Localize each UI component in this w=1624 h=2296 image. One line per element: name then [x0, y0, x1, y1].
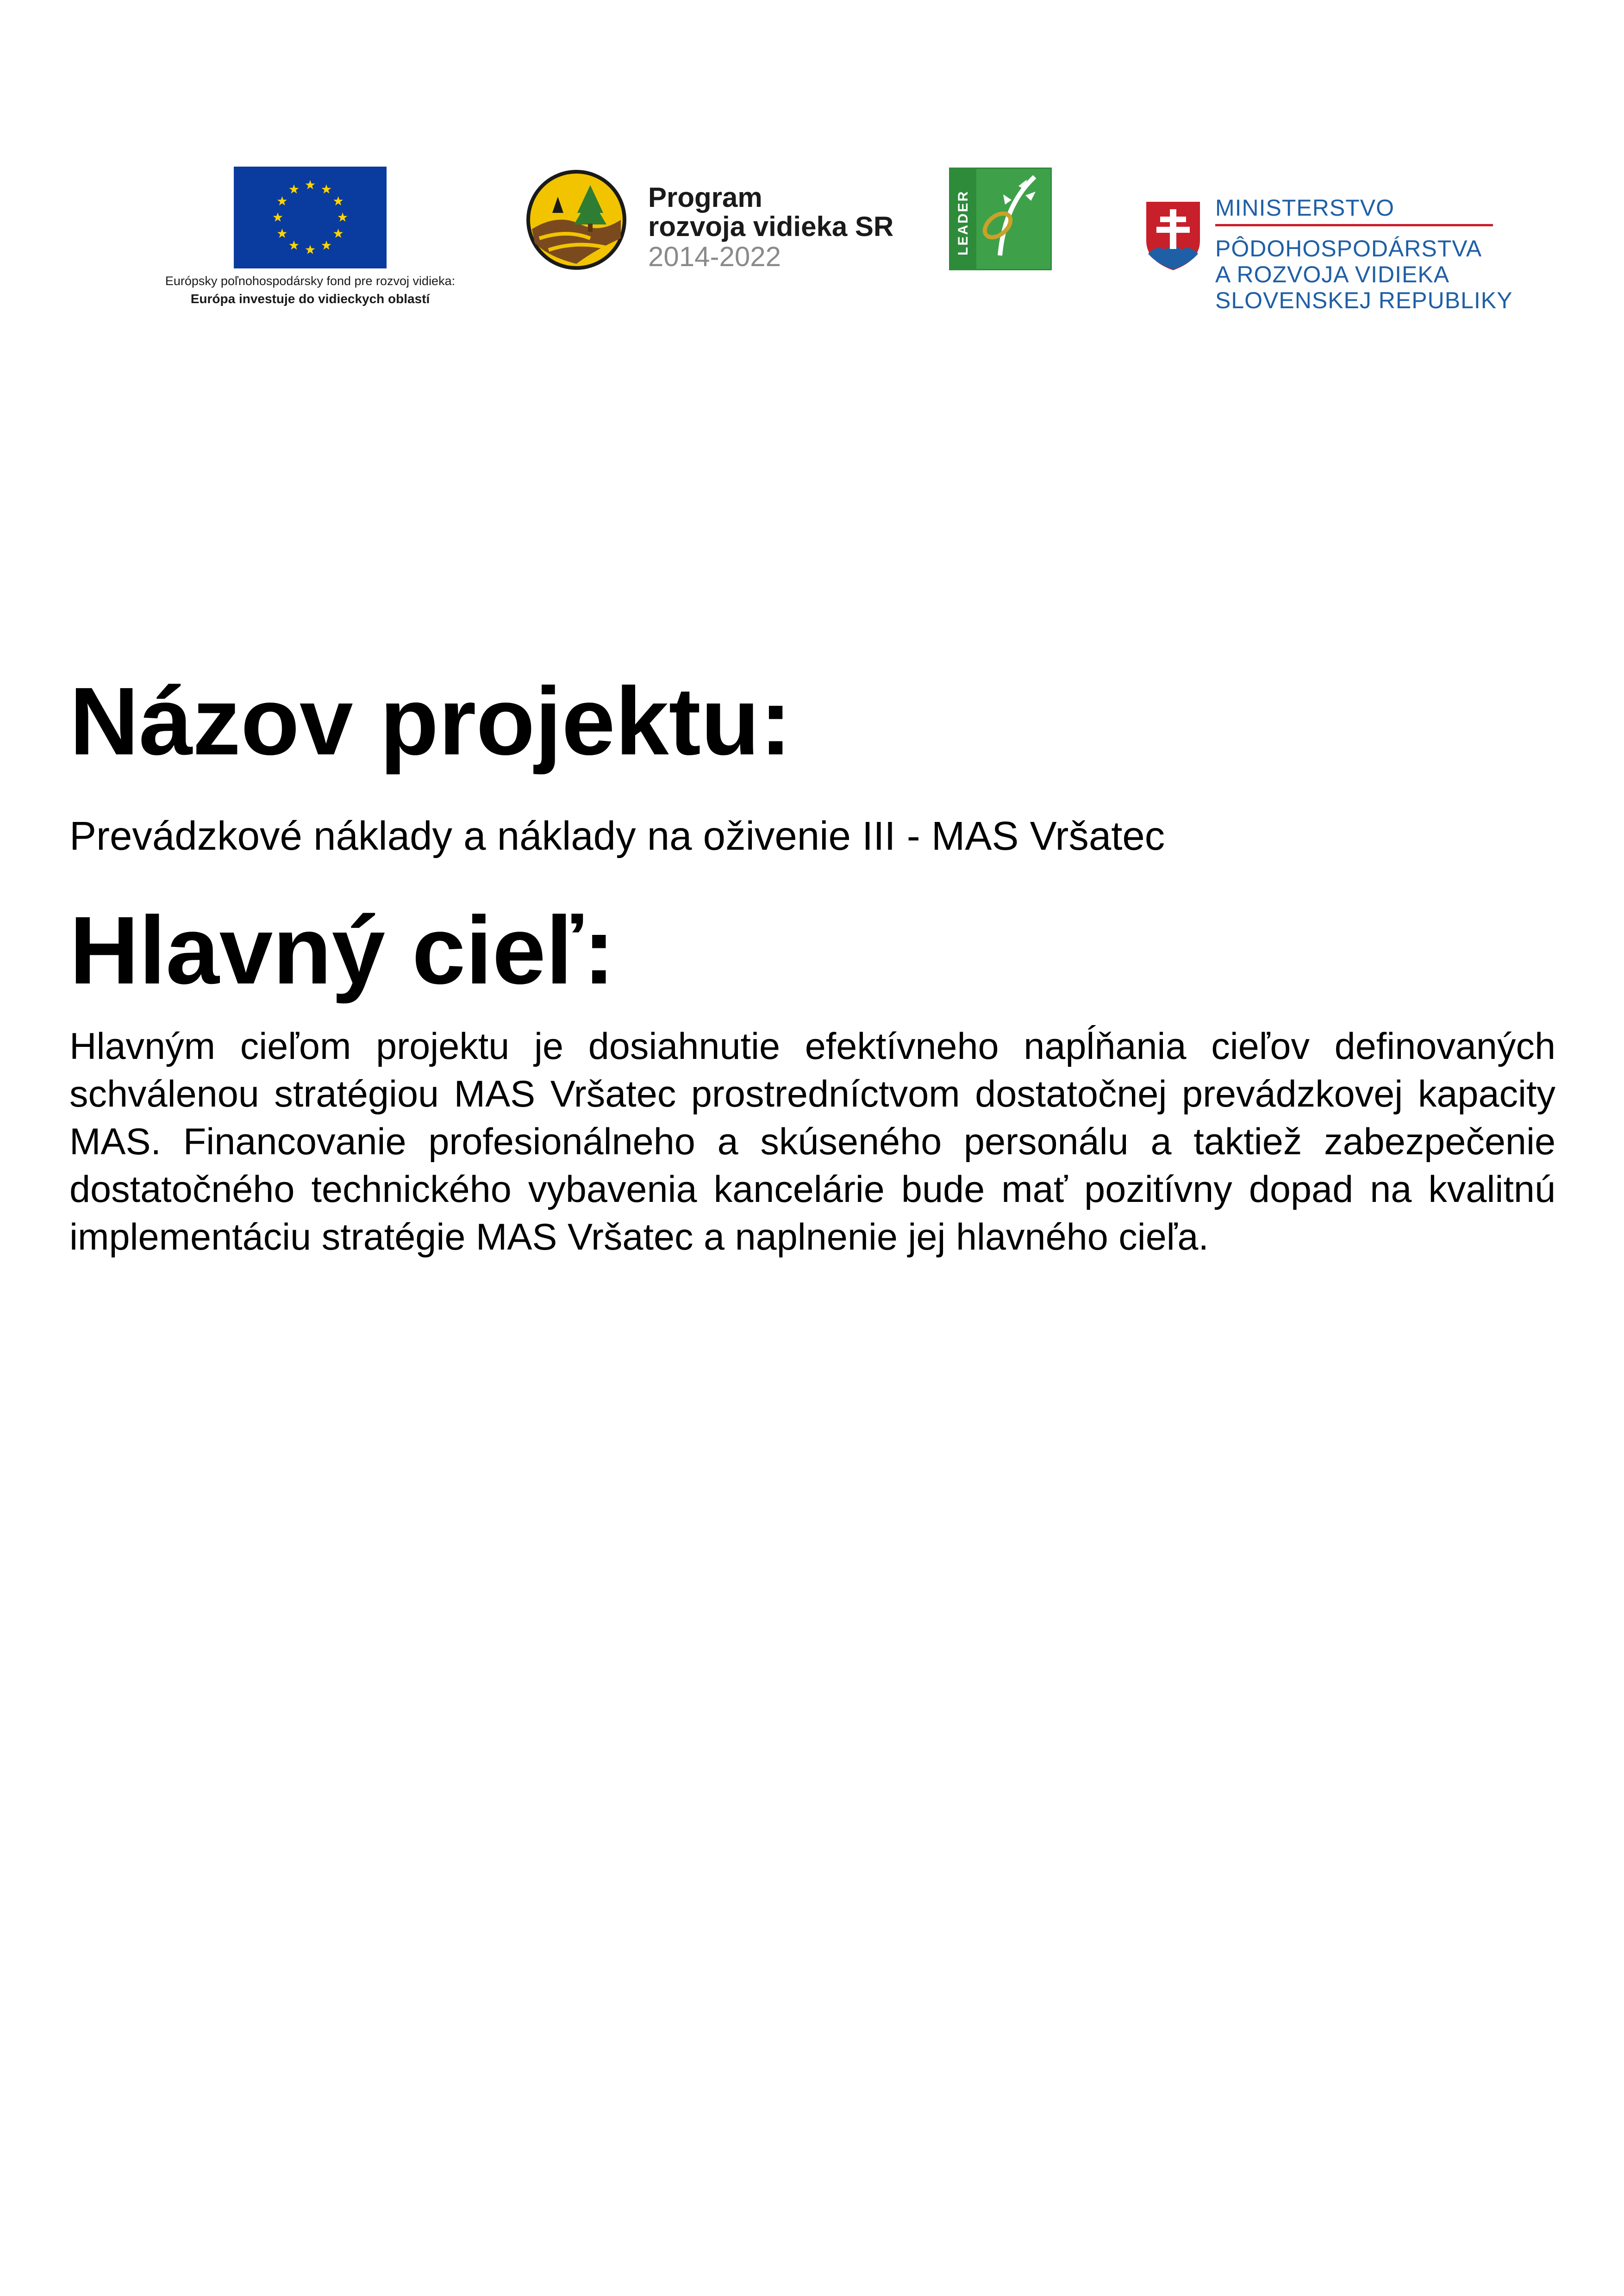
ministry-divider	[1215, 224, 1493, 226]
eu-flag-icon	[234, 167, 387, 268]
project-name-text: Prevádzkové náklady a náklady na oživenie III - MAS Vršatec	[69, 814, 1165, 859]
slovak-coat-of-arms-icon	[1143, 199, 1203, 273]
leader-label: LEADER	[956, 190, 971, 255]
ministry-line1: MINISTERSTVO	[1215, 195, 1395, 221]
rural-development-program-logo	[525, 167, 914, 278]
eu-caption-line1: Európsky poľnohospodársky fond pre rozvoj vidieka:	[165, 274, 456, 288]
rural-landscape-emblem-icon	[525, 169, 627, 271]
project-name-heading: Názov projektu:	[69, 668, 792, 775]
prv-title-line2: rozvoja vidieka SR	[648, 211, 894, 242]
prv-period: 2014-2022	[648, 241, 781, 272]
eu-caption-line2: Európa investuje do vidieckych oblastí	[190, 292, 430, 306]
ministry-line4: SLOVENSKEJ REPUBLIKY	[1215, 287, 1513, 313]
ministry-line2: PÔDOHOSPODÁRSTVA	[1215, 236, 1482, 261]
eu-eafrd-logo	[125, 167, 495, 319]
prv-title-line1: Program	[648, 182, 762, 213]
leader-logo	[949, 168, 1052, 270]
ministry-logo	[1143, 194, 1523, 319]
main-goal-heading: Hlavný cieľ:	[69, 897, 615, 1004]
ministry-line3: A ROZVOJA VIDIEKA	[1215, 261, 1450, 287]
logo-header	[0, 0, 1624, 352]
main-goal-text: Hlavným cieľom projektu je dosiahnutie efektívneho napĺňania cieľov definovaných schválenou stratégiou MAS Vršatec prostredníctvom dostatočnej prevádzkovej kapacity MAS. Financovanie profesionálneho a skúseného personálu a taktiež zabezpečenie dostatočného technického vybavenia kancelárie bude mať pozitívny dopad na kvalitnú implementáciu stratégie MAS Vršatec a naplnenie jej hlavného cieľa.	[69, 1026, 1555, 1258]
